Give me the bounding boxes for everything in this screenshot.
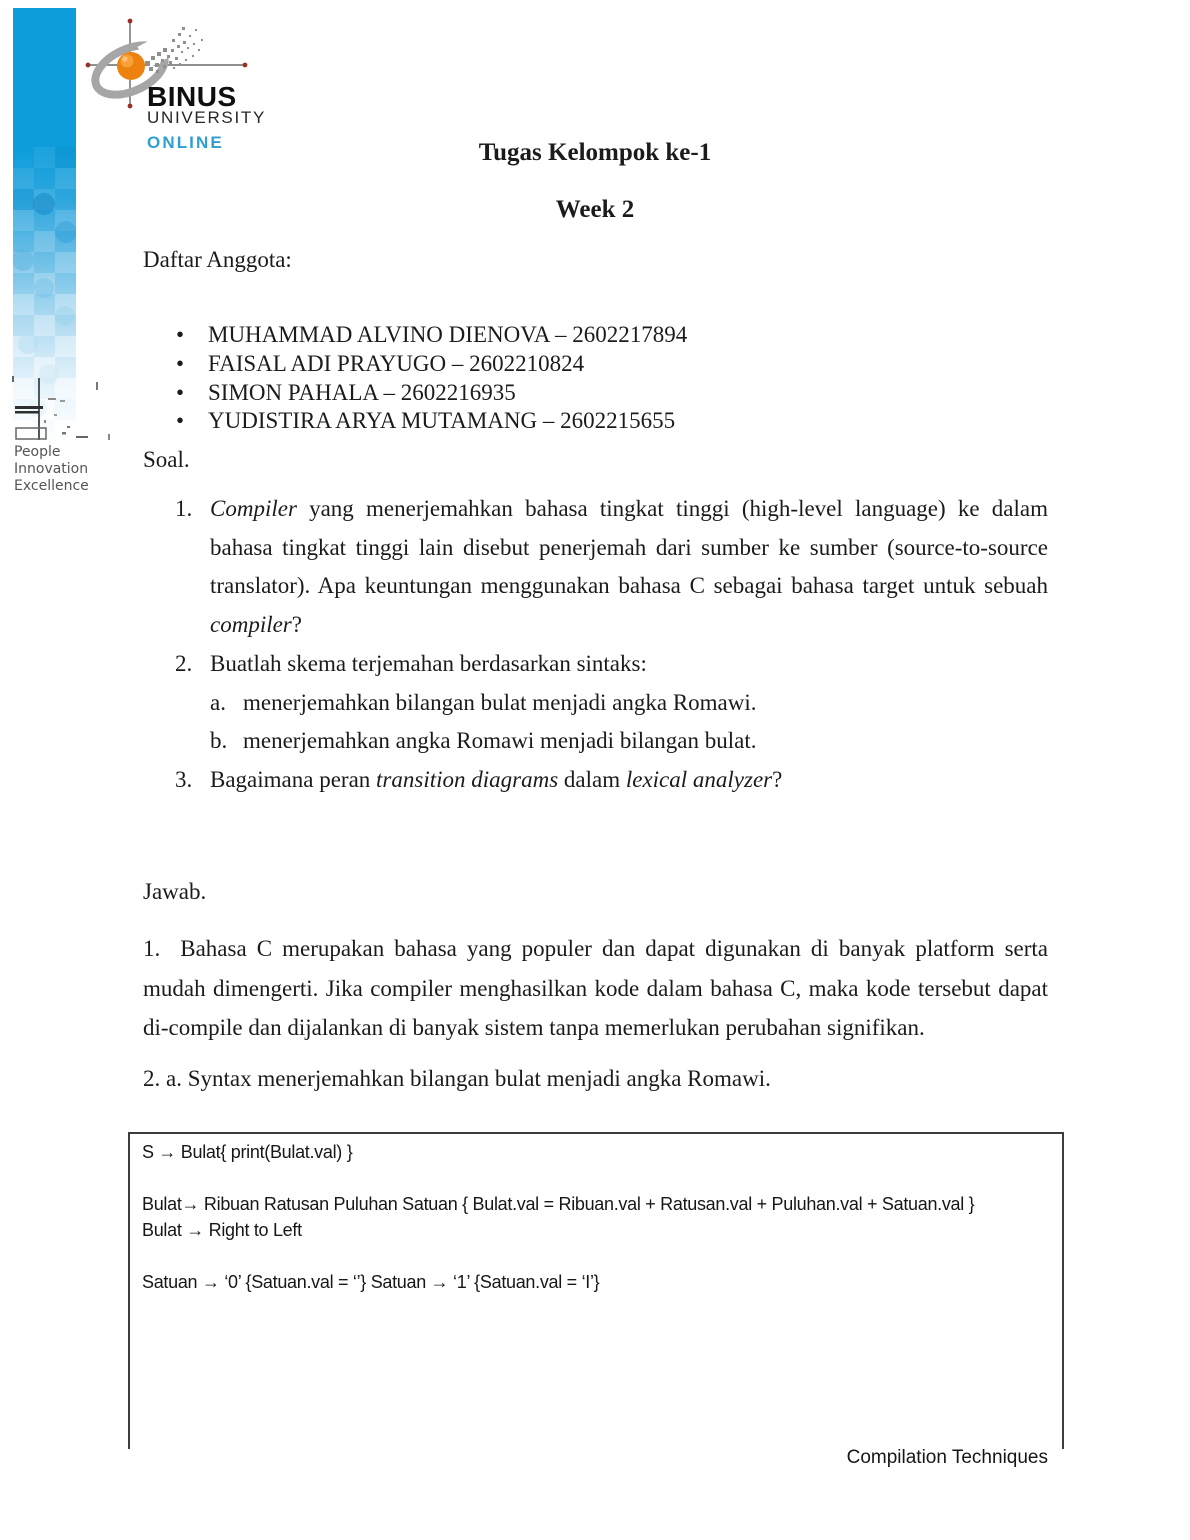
- motto-line-innovation: Innovation: [14, 461, 89, 478]
- code-line: [142, 1165, 1050, 1191]
- answer-2-intro: 2. a. Syntax menerjemahkan bilangan bulat menjadi angka Romawi.: [143, 1066, 771, 1091]
- logo-online-text: ONLINE: [147, 133, 224, 152]
- question-body: ?: [291, 612, 302, 638]
- members-label: Daftar Anggota:: [143, 247, 292, 272]
- logo-brand-text: BINUS: [147, 81, 237, 112]
- bullet-marker: •: [176, 322, 185, 347]
- footer-course-name: Compilation Techniques: [846, 1447, 1048, 1468]
- question-number: 1.: [175, 496, 193, 521]
- member-item: [143, 379, 1048, 408]
- italic-term: compiler: [210, 612, 292, 638]
- soal-label: Soal.: [143, 447, 190, 472]
- sub-question-text: [243, 684, 1048, 723]
- question-text: [210, 490, 1048, 645]
- code-line: Bulat → Right to Left: [142, 1220, 302, 1240]
- page-title: Tugas Kelompok ke-1: [478, 139, 712, 166]
- question-2b: [175, 722, 1048, 761]
- motto-text: [14, 444, 89, 496]
- bullet-marker: •: [176, 350, 185, 376]
- jawab-label: Jawab.: [143, 879, 207, 904]
- answer-text: Bahasa C merupakan bahasa yang populer dan dapat digunakan di banyak platform serta mudah dimengerti. Jika compiler menghasilkan kode dalam bahasa C, maka kode tersebut dapat di-compile dan dijalankan di banyak sistem tanpa memerlukan perubahan signifikan.: [143, 936, 1048, 1041]
- code-line: Satuan → ‘0’ {Satuan.val = ‘’} Satuan → ‘1’ {Satuan.val = ‘I’}: [142, 1272, 600, 1292]
- question-number: 2.: [175, 650, 193, 676]
- question-body: menerjemahkan angka Romawi menjadi bilangan bulat.: [243, 728, 757, 754]
- italic-term: lexical analyzer: [625, 766, 773, 792]
- bullet-marker: •: [176, 379, 185, 405]
- questions-list: [175, 490, 1048, 800]
- code-line: S → Bulat{ print(Bulat.val) }: [142, 1142, 353, 1162]
- motto-line-excellence: Excellence: [14, 478, 89, 495]
- question-text: [210, 645, 1048, 684]
- answer-number: 1.: [143, 936, 161, 961]
- question-number: 3.: [175, 766, 193, 792]
- syntax-scheme-box: [128, 1132, 1064, 1449]
- sub-question-text: [243, 722, 1048, 761]
- question-2: [175, 645, 1048, 684]
- logo-university-text: UNIVERSITY: [147, 108, 267, 127]
- question-body: menerjemahkan bilangan bulat menjadi angka Romawi.: [243, 689, 757, 715]
- code-line: [142, 1243, 1050, 1269]
- member-name: YUDISTIRA ARYA MUTAMANG – 2602215655: [208, 408, 676, 434]
- question-3: [175, 761, 1048, 800]
- members-list: [143, 321, 1048, 436]
- question-2a: [175, 684, 1048, 723]
- italic-term: Compiler: [210, 496, 297, 521]
- question-body: Buatlah skema terjemahan berdasarkan sintaks:: [210, 650, 647, 676]
- member-item: [143, 350, 1048, 379]
- question-body: dalam: [558, 766, 626, 792]
- member-item: [143, 321, 1048, 350]
- question-body: yang menerjemahkan bahasa tingkat tinggi (high-level language) ke dalam bahasa tingkat tinggi lain disebut penerjemah dari sumber ke sumber (source-to-source translator). Apa keuntungan menggunakan bahasa C sebagai bahasa target untuk sebuah: [210, 496, 1048, 599]
- motto-line-people: People: [14, 444, 61, 460]
- question-1: [175, 490, 1048, 645]
- question-body: ?: [772, 766, 783, 792]
- question-text: [210, 761, 1048, 800]
- italic-term: transition diagrams: [376, 766, 559, 792]
- member-name: FAISAL ADI PRAYUGO – 2602210824: [208, 350, 585, 376]
- answer-1: [143, 929, 1048, 1048]
- artifact-glyphs: [10, 374, 120, 444]
- member-name: MUHAMMAD ALVINO DIENOVA – 2602217894: [208, 322, 688, 347]
- member-item: [143, 407, 1048, 436]
- page-subtitle: Week 2: [555, 196, 635, 223]
- sub-question-letter: b.: [210, 728, 228, 754]
- bullet-marker: •: [176, 408, 185, 434]
- question-body: Bagaimana peran: [210, 766, 377, 792]
- sub-question-letter: a.: [210, 689, 226, 715]
- member-name: SIMON PAHALA – 2602216935: [208, 379, 516, 405]
- code-line: Bulat→ Ribuan Ratusan Puluhan Satuan { Bulat.val = Ribuan.val + Ratusan.val + Puluhan.val + Satuan.val }: [142, 1194, 975, 1214]
